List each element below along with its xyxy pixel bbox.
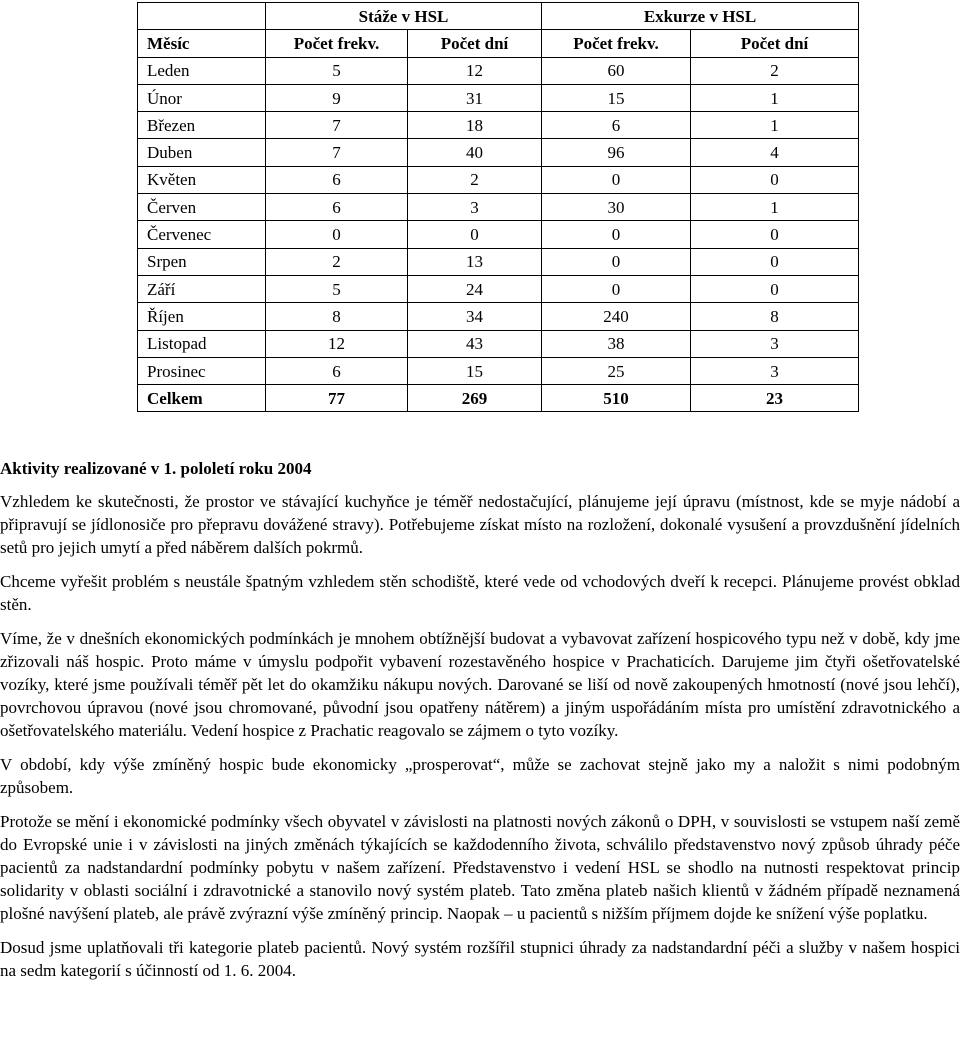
table-group-header-row: [138, 3, 859, 30]
table-value-cell: 96: [542, 139, 691, 166]
table-row: [138, 357, 859, 384]
sentence: Darujeme jim čtyři ošetřovatelské vozíky, které jsme používali téměř pět let do okamžiku nákupu nových.: [0, 652, 960, 694]
table-column-header-row: [138, 30, 859, 57]
table-row: [138, 221, 859, 248]
table-value-cell: 3: [691, 357, 859, 384]
sentence: Vzhledem ke skutečnosti, že prostor ve stávající kuchyňce je téměř nedostačující, plánujeme její úpravu (místnost, kde se myje nádobí a připravují se jídlonosiče pro přepravu dovážené stravy).: [0, 492, 960, 534]
paragraph: [0, 490, 960, 559]
table-value-cell: 0: [691, 275, 859, 302]
statistics-table: [137, 2, 859, 412]
table-value-cell: 60: [542, 57, 691, 84]
table-value-cell: 1: [691, 112, 859, 139]
sentence: Vedení hospice z Prachatic reagovalo se zájmem o tyto vozíky.: [190, 721, 619, 740]
table-row: [138, 275, 859, 302]
table-month-cell: Červen: [138, 194, 266, 221]
table-value-cell: 34: [408, 303, 542, 330]
table-value-cell: 15: [408, 357, 542, 384]
table-column-header: Počet frekv.: [266, 30, 408, 57]
table-value-cell: 6: [542, 112, 691, 139]
table-month-cell: Duben: [138, 139, 266, 166]
table-value-cell: 0: [691, 221, 859, 248]
table-column-header: Počet frekv.: [542, 30, 691, 57]
table-month-cell: Září: [138, 275, 266, 302]
table-value-cell: 23: [691, 385, 859, 412]
table-value-cell: 0: [542, 275, 691, 302]
table-month-cell: Únor: [138, 84, 266, 111]
table-month-cell: Listopad: [138, 330, 266, 357]
paragraphs-container: [0, 490, 960, 982]
sentence: Nový systém rozšířil stupnici úhrady za nadstandardní péči a služby v našem hospici na sedm kategorií s účinností od 1. 6. 2004.: [0, 938, 960, 980]
table-value-cell: 5: [266, 275, 408, 302]
table-value-cell: 30: [542, 194, 691, 221]
table-value-cell: 0: [542, 166, 691, 193]
table-column-header: Měsíc: [138, 30, 266, 57]
sentence: V období, kdy výše zmíněný hospic bude ekonomicky „prosperovat“, může se zachovat stejně jako my a naložit s nimi podobným způsobem.: [0, 755, 960, 797]
sentence: Tato změna plateb našich klientů v žádném případě neznamená plošné navýšení plateb, ale právě zvýrazní výše zmíněný princip.: [0, 881, 960, 923]
paragraph: [0, 570, 960, 616]
table-value-cell: 4: [691, 139, 859, 166]
sentence: Představenstvo i vedení HSL se shodlo na nutnosti respektovat princip solidarity v oblasti sociální i zdravotnické a stanovilo nový systém plateb.: [0, 858, 960, 900]
table-total-row: [138, 385, 859, 412]
table-value-cell: 6: [266, 194, 408, 221]
table-group-header: Exkurze v HSL: [542, 3, 859, 30]
paragraph: [0, 753, 960, 799]
table-value-cell: 6: [266, 166, 408, 193]
table-month-cell: Květen: [138, 166, 266, 193]
table-row: [138, 84, 859, 111]
document-text: [0, 459, 960, 993]
table-value-cell: 6: [266, 357, 408, 384]
sentence: Protože se mění i ekonomické podmínky všech obyvatel v závislosti na platnosti nových zákonů o DPH, v souvislosti se vstupem naší země do Evropské unie i v závislosti na jiných změnách týkajících se každodenního života, schválilo představenstvo nový způsob úhrady péče pacientů za nadstandardní podmínky pobytu v našem zařízení.: [0, 812, 960, 877]
table-value-cell: 15: [542, 84, 691, 111]
table-value-cell: 0: [408, 221, 542, 248]
table-value-cell: 510: [542, 385, 691, 412]
paragraph: [0, 627, 960, 742]
table-row: [138, 194, 859, 221]
table-value-cell: 0: [542, 221, 691, 248]
table-value-cell: 9: [266, 84, 408, 111]
table-value-cell: 25: [542, 357, 691, 384]
table-month-cell: Srpen: [138, 248, 266, 275]
table-value-cell: 12: [266, 330, 408, 357]
table-value-cell: 13: [408, 248, 542, 275]
table-value-cell: 0: [691, 166, 859, 193]
table-column-header: Počet dní: [691, 30, 859, 57]
table-value-cell: 0: [266, 221, 408, 248]
table-value-cell: 0: [542, 248, 691, 275]
table-row: [138, 248, 859, 275]
table-value-cell: 7: [266, 139, 408, 166]
table-value-cell: 12: [408, 57, 542, 84]
table-value-cell: 8: [691, 303, 859, 330]
sentence: Víme, že v dnešních ekonomických podmínkách je mnohem obtížnější budovat a vybavovat zařízení hospicového typu než v době, kdy jme zřizovali náš hospic.: [0, 629, 960, 671]
paragraph: [0, 936, 960, 982]
table-value-cell: 1: [691, 194, 859, 221]
sentence: Potřebujeme získat místo na rozložení, dokonalé vysušení a provzdušnění jídelních setů pro jejich umytí a před náběrem dalších pokrmů.: [0, 515, 960, 557]
table-value-cell: 240: [542, 303, 691, 330]
sentence: Plánujeme provést obklad stěn.: [0, 572, 960, 614]
table-value-cell: 3: [691, 330, 859, 357]
table-value-cell: 43: [408, 330, 542, 357]
table-month-cell: Říjen: [138, 303, 266, 330]
table-value-cell: 5: [266, 57, 408, 84]
table-row: [138, 112, 859, 139]
section-heading: Aktivity realizované v 1. pololetí roku 2004: [0, 459, 312, 478]
table-value-cell: 77: [266, 385, 408, 412]
table-month-cell: Červenec: [138, 221, 266, 248]
table-value-cell: 3: [408, 194, 542, 221]
table-value-cell: 8: [266, 303, 408, 330]
table-row: [138, 166, 859, 193]
table-value-cell: 2: [691, 57, 859, 84]
table-value-cell: 18: [408, 112, 542, 139]
paragraph: [0, 810, 960, 925]
table-group-header: Stáže v HSL: [266, 3, 542, 30]
sentence: Darované se liší od nově zakoupených hmotností (nové jsou lehčí), povrchovou úpravou (nové jsou chromované, původní jsou opatřeny nátěrem) a jiným uspořádáním místa pro umístění zdravotnického a ošetřovatelského materiálu.: [0, 675, 960, 740]
table-value-cell: 38: [542, 330, 691, 357]
table-header-cell: [138, 3, 266, 30]
table-row: [138, 57, 859, 84]
table-value-cell: 24: [408, 275, 542, 302]
table-row: [138, 139, 859, 166]
table-row: [138, 303, 859, 330]
sentence: Chceme vyřešit problém s neustále špatným vzhledem stěn schodiště, které vede od vchodových dveří k recepci.: [0, 572, 777, 591]
table-row: [138, 330, 859, 357]
table-value-cell: 1: [691, 84, 859, 111]
table-value-cell: 7: [266, 112, 408, 139]
sentence: Dosud jsme uplatňovali tři kategorie plateb pacientů.: [0, 938, 367, 957]
table-value-cell: 31: [408, 84, 542, 111]
sentence: Naopak – u pacientů s nižším příjmem dojde ke snížení výše poplatku.: [447, 904, 928, 923]
sentence: Proto máme v úmyslu podpořit vybavení rozestavěného hospice v Prachaticích.: [151, 652, 715, 671]
table-month-cell: Březen: [138, 112, 266, 139]
table-value-cell: 40: [408, 139, 542, 166]
table-column-header: Počet dní: [408, 30, 542, 57]
table-value-cell: 2: [266, 248, 408, 275]
table-month-cell: Celkem: [138, 385, 266, 412]
table-month-cell: Leden: [138, 57, 266, 84]
table-value-cell: 269: [408, 385, 542, 412]
table-value-cell: 0: [691, 248, 859, 275]
table-month-cell: Prosinec: [138, 357, 266, 384]
table-value-cell: 2: [408, 166, 542, 193]
